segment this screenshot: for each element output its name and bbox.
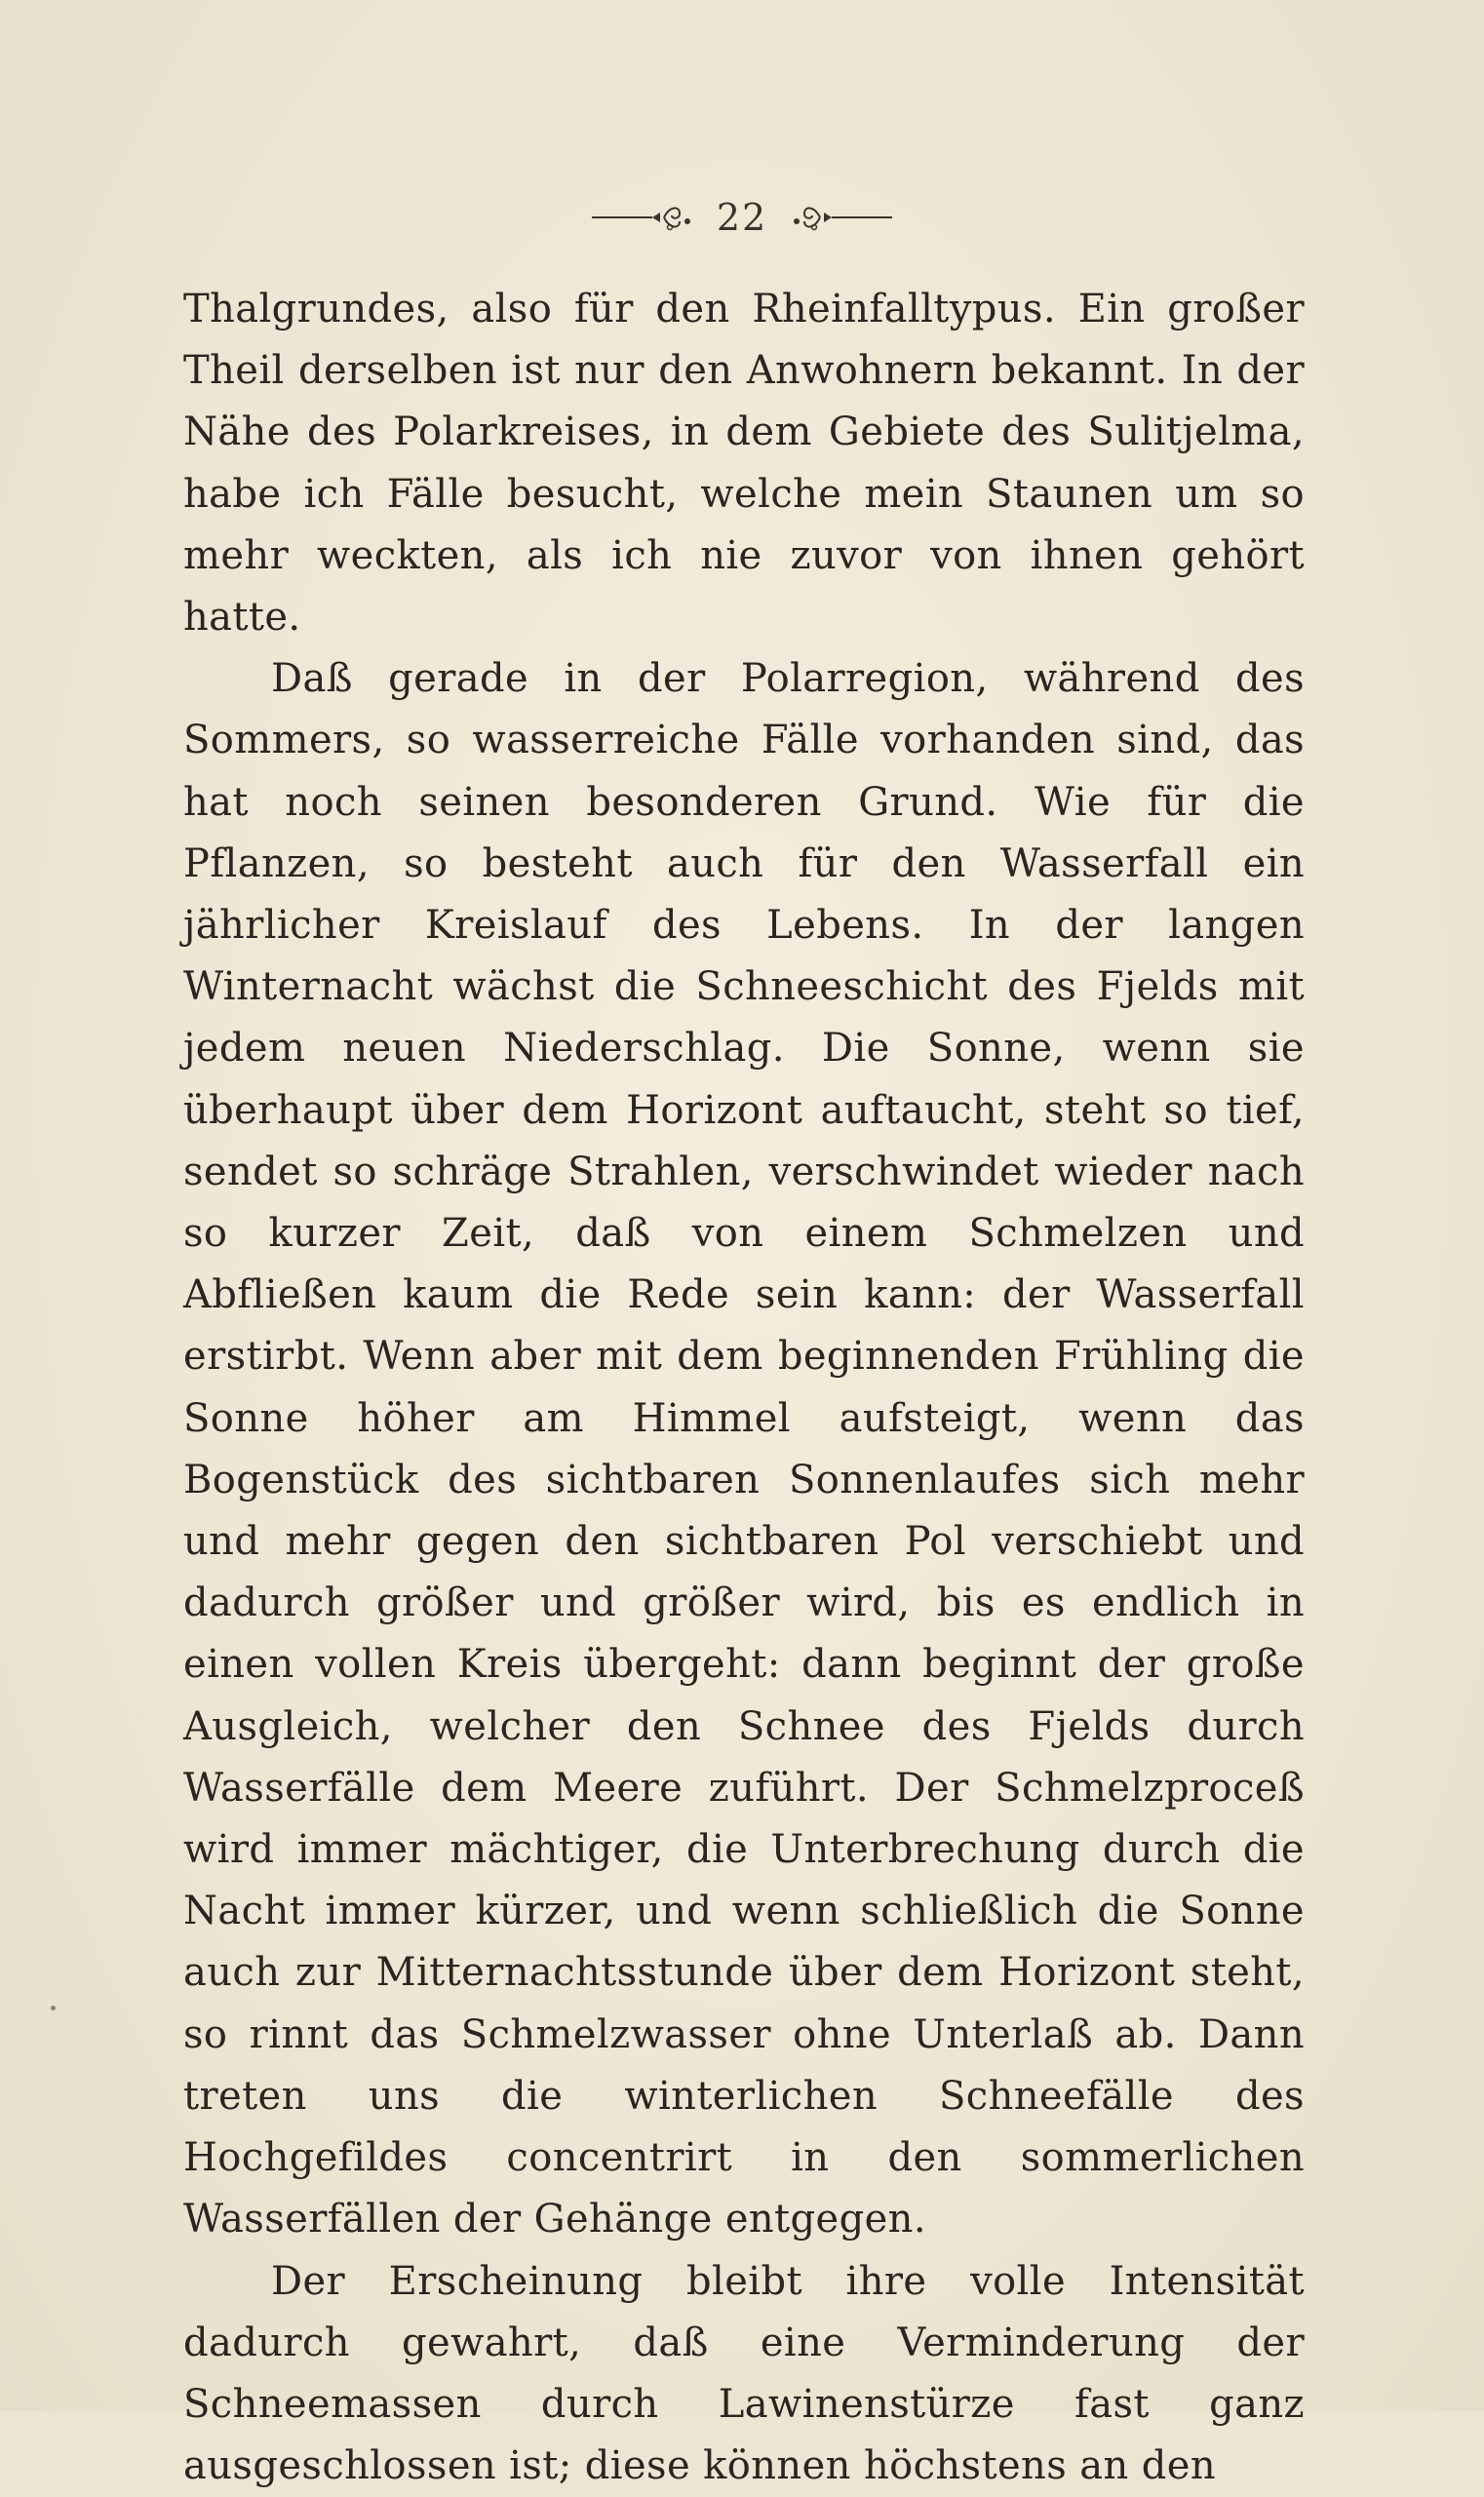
body-text	[183, 279, 1305, 2497]
ornament-left-icon	[592, 198, 699, 237]
paper-speck	[51, 2006, 56, 2010]
ornament-right-icon	[785, 198, 892, 237]
paragraph: Thalgrundes, also für den Rheinfalltypus. Ein großer Theil derselben ist nur den Anwohnern bekannt. In der Nähe des Polarkreises, in dem Gebiete des Sulitjelma, habe ich Fälle besucht, welche mein Staunen um so mehr weckten, als ich nie zuvor von ihnen gehört hatte.	[183, 279, 1305, 648]
paragraph: Daß gerade in der Polarregion, während des Sommers, so wasserreiche Fälle vorhanden sind, das hat noch seinen besonderen Grund. Wie für die Pflanzen, so besteht auch für den Wasserfall ein jährlicher Kreislauf des Lebens. In der langen Winternacht wächst die Schneeschicht des Fjelds mit jedem neuen Niederschlag. Die Sonne, wenn sie überhaupt über dem Horizont auftaucht, steht so tief, sendet so schräge Strahlen, verschwindet wieder nach so kurzer Zeit, daß von einem Schmelzen und Abfließen kaum die Rede sein kann: der Wasserfall erstirbt. Wenn aber mit dem beginnenden Frühling die Sonne höher am Himmel aufsteigt, wenn das Bogenstück des sichtbaren Sonnenlaufes sich mehr und mehr gegen den sichtbaren Pol verschiebt und dadurch größer und größer wird, bis es endlich in einen vollen Kreis übergeht: dann beginnt der große Ausgleich, welcher den Schnee des Fjelds durch Wasserfälle dem Meere zuführt. Der Schmelzproceß wird immer mächtiger, die Unterbrechung durch die Nacht immer kürzer, und wenn schließlich die Sonne auch zur Mitternachtsstunde über dem Horizont steht, so rinnt das Schmelzwasser ohne Unterlaß ab. Dann treten uns die winterlichen Schneefälle des Hochgefildes concentrirt in den sommerlichen Wasserfällen der Gehänge entgegen.	[183, 648, 1305, 2250]
page-number: 22	[717, 196, 767, 239]
paragraph: Der Erscheinung bleibt ihre volle Intensität dadurch gewahrt, daß eine Verminderung der Schneemassen durch Lawinenstürze fast ganz ausgeschlossen ist; diese können höchstens an den	[183, 2251, 1305, 2497]
page-header	[0, 191, 1484, 244]
